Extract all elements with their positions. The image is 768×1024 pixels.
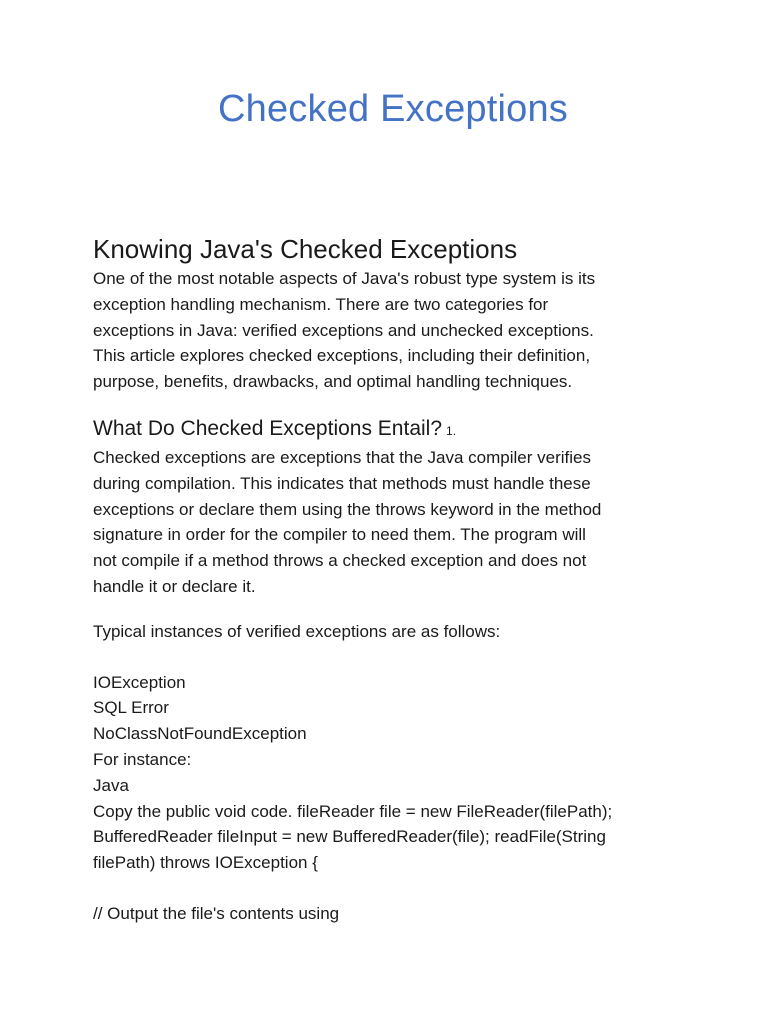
code-line: BufferedReader fileInput = new BufferedReader(file); readFile(String (93, 827, 606, 847)
examples-intro: Typical instances of verified exceptions are as follows: (93, 621, 501, 641)
footnote-marker: 1. (446, 423, 457, 438)
heading-text: What Do Checked Exceptions Entail? (93, 416, 443, 440)
list-item: For instance: (93, 749, 192, 769)
section-heading-knowing-checked-exceptions: Knowing Java's Checked Exceptions (93, 234, 518, 264)
paragraph-line: exceptions in Java: verified exceptions and unchecked exceptions. (93, 320, 594, 340)
document-title: Checked Exceptions (217, 88, 569, 130)
section1-paragraph (93, 266, 693, 395)
paragraph-line: during compilation. This indicates that methods must handle these (93, 473, 591, 493)
code-comment: // Output the file's contents using (93, 903, 340, 923)
paragraph-line: This article explores checked exceptions, including their definition, (93, 346, 591, 366)
paragraph-line: handle it or declare it. (93, 576, 256, 596)
paragraph-line: exception handling mechanism. There are two categories for (93, 294, 549, 314)
paragraph-line: One of the most notable aspects of Java's robust type system is its (93, 269, 596, 288)
list-item: IOException (93, 672, 186, 692)
section2-paragraph (93, 445, 693, 600)
section-heading-what-do-checked-exceptions-entail (93, 415, 693, 445)
paragraph-line: Checked exceptions are exceptions that the Java compiler verifies (93, 447, 591, 467)
paragraph-line: exceptions or declare them using the throws keyword in the method (93, 499, 602, 519)
list-item: Java (93, 775, 129, 795)
examples-list (93, 670, 693, 876)
paragraph-line: not compile if a method throws a checked exception and does not (93, 551, 587, 571)
paragraph-line: signature in order for the compiler to need them. The program will (93, 525, 586, 545)
code-line: filePath) throws IOException { (93, 853, 318, 873)
list-item: SQL Error (93, 698, 169, 718)
paragraph-line: purpose, benefits, drawbacks, and optimal handling techniques. (93, 372, 573, 392)
document-body (93, 232, 693, 927)
list-item: NoClassNotFoundException (93, 724, 307, 744)
code-line: Copy the public void code. fileReader file = new FileReader(filePath); (93, 801, 613, 821)
